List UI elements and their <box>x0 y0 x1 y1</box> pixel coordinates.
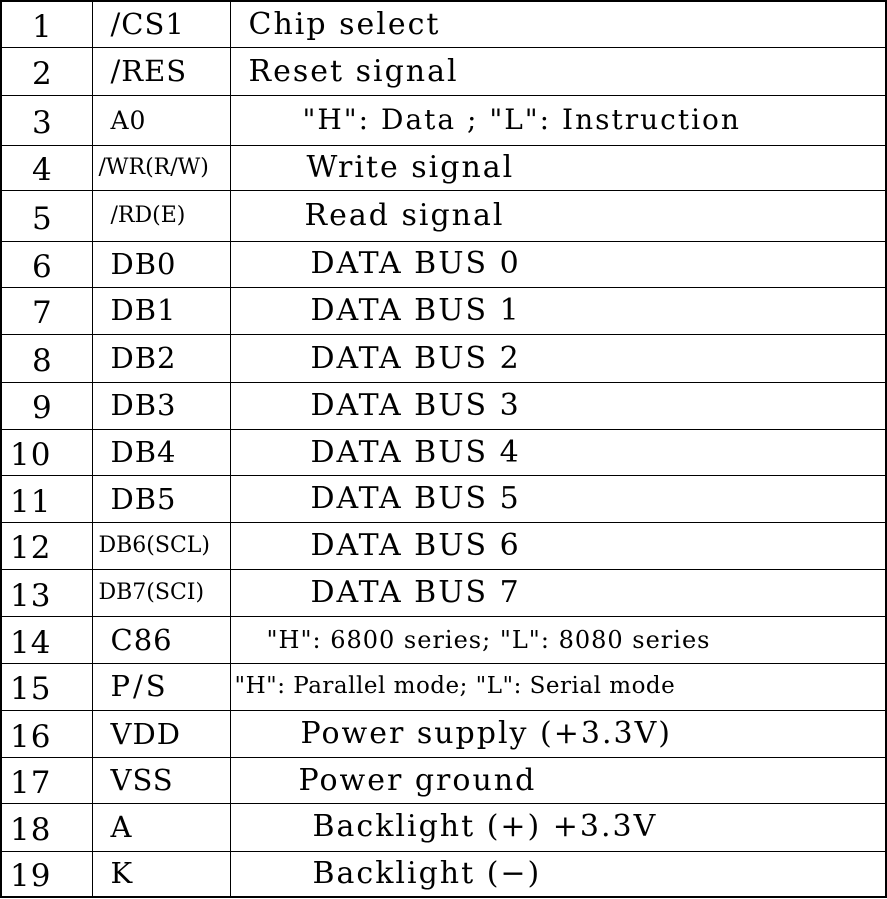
pin-number: 1 <box>1 1 92 48</box>
pin-symbol: A0 <box>92 95 230 145</box>
pin-symbol: DB1 <box>92 287 230 335</box>
pin-symbol: /WR(R/W) <box>92 145 230 191</box>
pin-number: 18 <box>1 804 92 852</box>
pin-number: 7 <box>1 287 92 335</box>
pin-number: 15 <box>1 664 92 711</box>
pin-function: Backlight (−) <box>230 851 886 897</box>
table-row <box>1 804 886 852</box>
table-row <box>1 617 886 664</box>
pin-symbol: DB0 <box>92 241 230 287</box>
pin-function: DATA BUS 1 <box>230 287 886 335</box>
table-row <box>1 48 886 96</box>
table-row <box>1 710 886 758</box>
pin-function: Chip select <box>230 1 886 48</box>
table-row <box>1 1 886 48</box>
table-row <box>1 523 886 570</box>
pin-number: 14 <box>1 617 92 664</box>
table-row <box>1 851 886 897</box>
pin-number: 4 <box>1 145 92 191</box>
pin-symbol: C86 <box>92 617 230 664</box>
pin-function: DATA BUS 4 <box>230 429 886 476</box>
pin-symbol: /RES <box>92 48 230 96</box>
pin-function: Reset signal <box>230 48 886 96</box>
pin-function: "H": Parallel mode; "L": Serial mode <box>230 664 886 711</box>
table-row <box>1 758 886 804</box>
pin-number: 3 <box>1 95 92 145</box>
pin-symbol: DB2 <box>92 335 230 383</box>
pin-symbol: VDD <box>92 710 230 758</box>
pin-symbol: /RD(E) <box>92 191 230 242</box>
pin-number: 17 <box>1 758 92 804</box>
pin-function: Backlight (+) +3.3V <box>230 804 886 852</box>
table-row <box>1 476 886 523</box>
pin-function: DATA BUS 3 <box>230 383 886 430</box>
table-row <box>1 429 886 476</box>
pin-symbol: DB6(SCL) <box>92 523 230 570</box>
pin-number: 12 <box>1 523 92 570</box>
table-row <box>1 569 886 617</box>
table-row <box>1 191 886 242</box>
pin-function: Power supply (+3.3V) <box>230 710 886 758</box>
table-row <box>1 145 886 191</box>
pin-symbol: DB4 <box>92 429 230 476</box>
pin-function: DATA BUS 7 <box>230 569 886 617</box>
pin-function: DATA BUS 0 <box>230 241 886 287</box>
pin-function: Read signal <box>230 191 886 242</box>
pin-symbol: DB7(SCI) <box>92 569 230 617</box>
pin-symbol: DB5 <box>92 476 230 523</box>
pin-symbol: /CS1 <box>92 1 230 48</box>
pin-number: 2 <box>1 48 92 96</box>
pin-function: Power ground <box>230 758 886 804</box>
table-row <box>1 335 886 383</box>
pin-number: 11 <box>1 476 92 523</box>
table-row <box>1 95 886 145</box>
table-row <box>1 383 886 430</box>
pin-function: "H": Data ; "L": Instruction <box>230 95 886 145</box>
pin-number: 19 <box>1 851 92 897</box>
pin-symbol: A <box>92 804 230 852</box>
pin-number: 5 <box>1 191 92 242</box>
table-row <box>1 287 886 335</box>
pin-symbol: VSS <box>92 758 230 804</box>
pin-function: Write signal <box>230 145 886 191</box>
pin-number: 13 <box>1 569 92 617</box>
pin-function: "H": 6800 series; "L": 8080 series <box>230 617 886 664</box>
pin-number: 16 <box>1 710 92 758</box>
table-row <box>1 664 886 711</box>
pin-number: 9 <box>1 383 92 430</box>
table-row <box>1 241 886 287</box>
pin-symbol: DB3 <box>92 383 230 430</box>
pin-number: 6 <box>1 241 92 287</box>
pin-symbol: K <box>92 851 230 897</box>
pin-number: 10 <box>1 429 92 476</box>
pin-function: DATA BUS 5 <box>230 476 886 523</box>
pin-symbol: P/S <box>92 664 230 711</box>
pin-function: DATA BUS 2 <box>230 335 886 383</box>
pin-function: DATA BUS 6 <box>230 523 886 570</box>
pin-number: 8 <box>1 335 92 383</box>
